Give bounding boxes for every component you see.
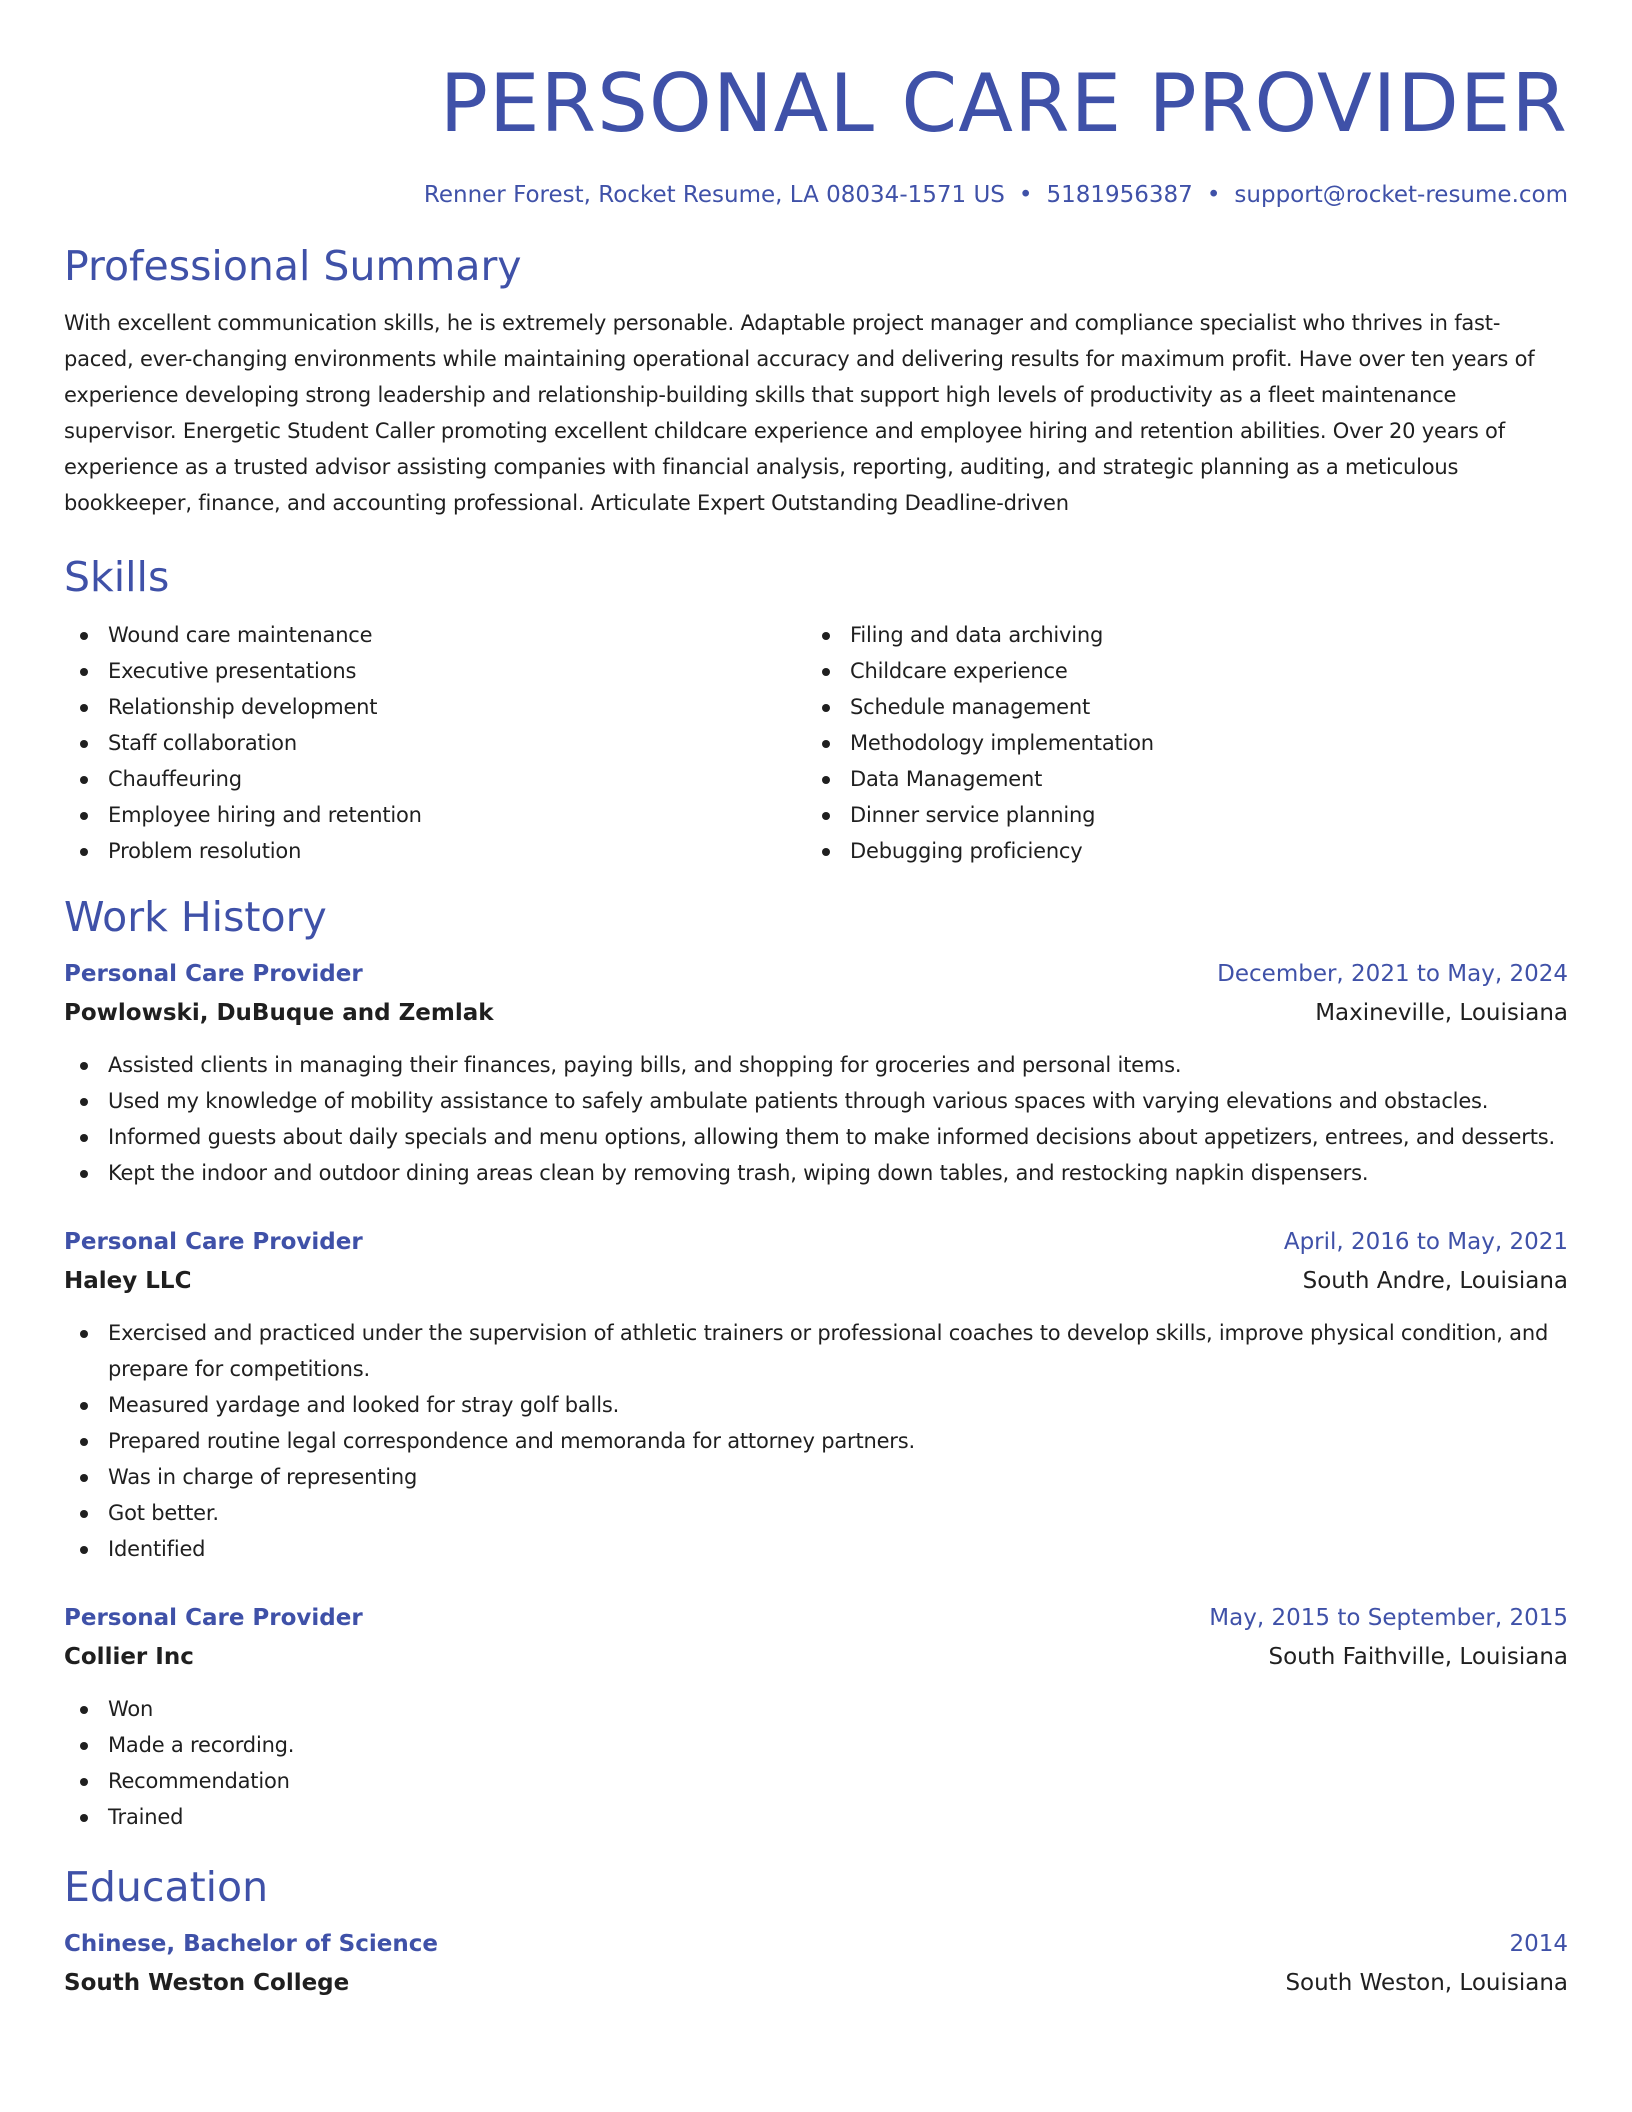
job-dates: May, 2015 to September, 2015 bbox=[1209, 1605, 1568, 1631]
skill-item: Problem resolution bbox=[64, 833, 806, 869]
job-bullets bbox=[64, 1691, 1568, 1835]
job-entry bbox=[64, 1223, 1568, 1567]
job-company-row bbox=[64, 1261, 1568, 1301]
job-bullet: Kept the indoor and outdoor dining areas clean by removing trash, wiping down tables, and restocking napkin dispensers. bbox=[64, 1155, 1568, 1191]
skill-item: Employee hiring and retention bbox=[64, 797, 806, 833]
contact-separator: • bbox=[1018, 182, 1033, 208]
education-location: South Weston, Louisiana bbox=[1285, 1970, 1568, 1996]
job-bullet: Got better. bbox=[64, 1495, 1568, 1531]
skill-item: Schedule management bbox=[806, 689, 1548, 725]
job-title: Personal Care Provider bbox=[64, 961, 363, 987]
skill-item: Debugging proficiency bbox=[806, 833, 1548, 869]
job-bullet: Won bbox=[64, 1691, 1568, 1727]
job-dates: December, 2021 to May, 2024 bbox=[1217, 961, 1568, 987]
section-title-summary: Professional Summary bbox=[64, 242, 522, 290]
education-entry bbox=[64, 1925, 1568, 2003]
job-location: South Andre, Louisiana bbox=[1302, 1268, 1568, 1294]
job-entry bbox=[64, 955, 1568, 1191]
education-school-row bbox=[64, 1963, 1568, 2003]
candidate-name: PERSONAL CARE PROVIDER bbox=[439, 57, 1568, 150]
summary-text: With excellent communication skills, he is extremely personable. Adaptable project manager and compliance specialist who thrives in fast-paced, ever-changing environments while maintaining operational accuracy and delivering results for maximum profit. Have over ten years of experience developing strong leadership and relationship-building skills that support high levels of productivity as a fleet maintenance supervisor. Energetic Student Caller promoting excellent childcare experience and employee hiring and retention abilities. Over 20 years of experience as a trusted advisor assisting companies with financial analysis, reporting, auditing, and strategic planning as a meticulous bookkeeper, finance, and accounting professional. Articulate Expert Outstanding Deadline-driven bbox=[64, 311, 1535, 515]
job-location: Maxineville, Louisiana bbox=[1315, 1000, 1568, 1026]
education-school: South Weston College bbox=[64, 1970, 350, 1996]
education-year: 2014 bbox=[1509, 1931, 1568, 1957]
job-dates: April, 2016 to May, 2021 bbox=[1283, 1229, 1568, 1255]
skill-item: Data Management bbox=[806, 761, 1548, 797]
education-degree: Chinese, Bachelor of Science bbox=[64, 1931, 438, 1957]
job-company-row bbox=[64, 1637, 1568, 1677]
contact-phone: 5181956387 bbox=[1046, 182, 1193, 208]
job-bullet: Trained bbox=[64, 1799, 1568, 1835]
job-location: South Faithville, Louisiana bbox=[1268, 1644, 1568, 1670]
job-company: Collier Inc bbox=[64, 1644, 194, 1670]
job-header-row bbox=[64, 1599, 1568, 1637]
section-title-education: Education bbox=[64, 1863, 269, 1911]
skill-item: Executive presentations bbox=[64, 653, 806, 689]
skill-item: Childcare experience bbox=[806, 653, 1548, 689]
job-header-row bbox=[64, 955, 1568, 993]
job-bullet: Informed guests about daily specials and menu options, allowing them to make informed decisions about appetizers, entrees, and desserts. bbox=[64, 1119, 1568, 1155]
skills-column-right bbox=[806, 617, 1548, 869]
job-bullet: Assisted clients in managing their finances, paying bills, and shopping for groceries and personal items. bbox=[64, 1047, 1568, 1083]
job-company: Haley LLC bbox=[64, 1268, 192, 1294]
job-company: Powlowski, DuBuque and Zemlak bbox=[64, 1000, 494, 1026]
section-title-skills: Skills bbox=[64, 553, 170, 601]
skill-item: Wound care maintenance bbox=[64, 617, 806, 653]
skills-list bbox=[64, 617, 1568, 869]
skill-item: Dinner service planning bbox=[806, 797, 1548, 833]
section-title-work-history: Work History bbox=[64, 893, 327, 941]
job-bullet: Exercised and practiced under the supervision of athletic trainers or professional coaches to develop skills, improve physical condition, and prepare for competitions. bbox=[64, 1315, 1568, 1387]
job-bullet: Recommendation bbox=[64, 1763, 1568, 1799]
job-bullet: Used my knowledge of mobility assistance to safely ambulate patients through various spaces with varying elevations and obstacles. bbox=[64, 1083, 1568, 1119]
job-bullet: Prepared routine legal correspondence and memoranda for attorney partners. bbox=[64, 1423, 1568, 1459]
contact-separator: • bbox=[1206, 182, 1221, 208]
job-bullet: Identified bbox=[64, 1531, 1568, 1567]
job-bullets bbox=[64, 1047, 1568, 1191]
job-bullet: Was in charge of representing bbox=[64, 1459, 1568, 1495]
skill-item: Filing and data archiving bbox=[806, 617, 1548, 653]
job-bullet: Measured yardage and looked for stray golf balls. bbox=[64, 1387, 1568, 1423]
job-bullets bbox=[64, 1315, 1568, 1567]
job-title: Personal Care Provider bbox=[64, 1229, 363, 1255]
job-entry bbox=[64, 1599, 1568, 1835]
job-bullet: Made a recording. bbox=[64, 1727, 1568, 1763]
skill-item: Staff collaboration bbox=[64, 725, 806, 761]
job-company-row bbox=[64, 993, 1568, 1033]
job-header-row bbox=[64, 1223, 1568, 1261]
contact-email: support@rocket-resume.com bbox=[1234, 182, 1568, 208]
contact-line bbox=[64, 180, 1568, 210]
contact-address: Renner Forest, Rocket Resume, LA 08034-1571 US bbox=[423, 182, 1005, 208]
skill-item: Methodology implementation bbox=[806, 725, 1548, 761]
job-title: Personal Care Provider bbox=[64, 1605, 363, 1631]
education-header-row bbox=[64, 1925, 1568, 1963]
skill-item: Relationship development bbox=[64, 689, 806, 725]
skills-column-left bbox=[64, 617, 806, 869]
skill-item: Chauffeuring bbox=[64, 761, 806, 797]
